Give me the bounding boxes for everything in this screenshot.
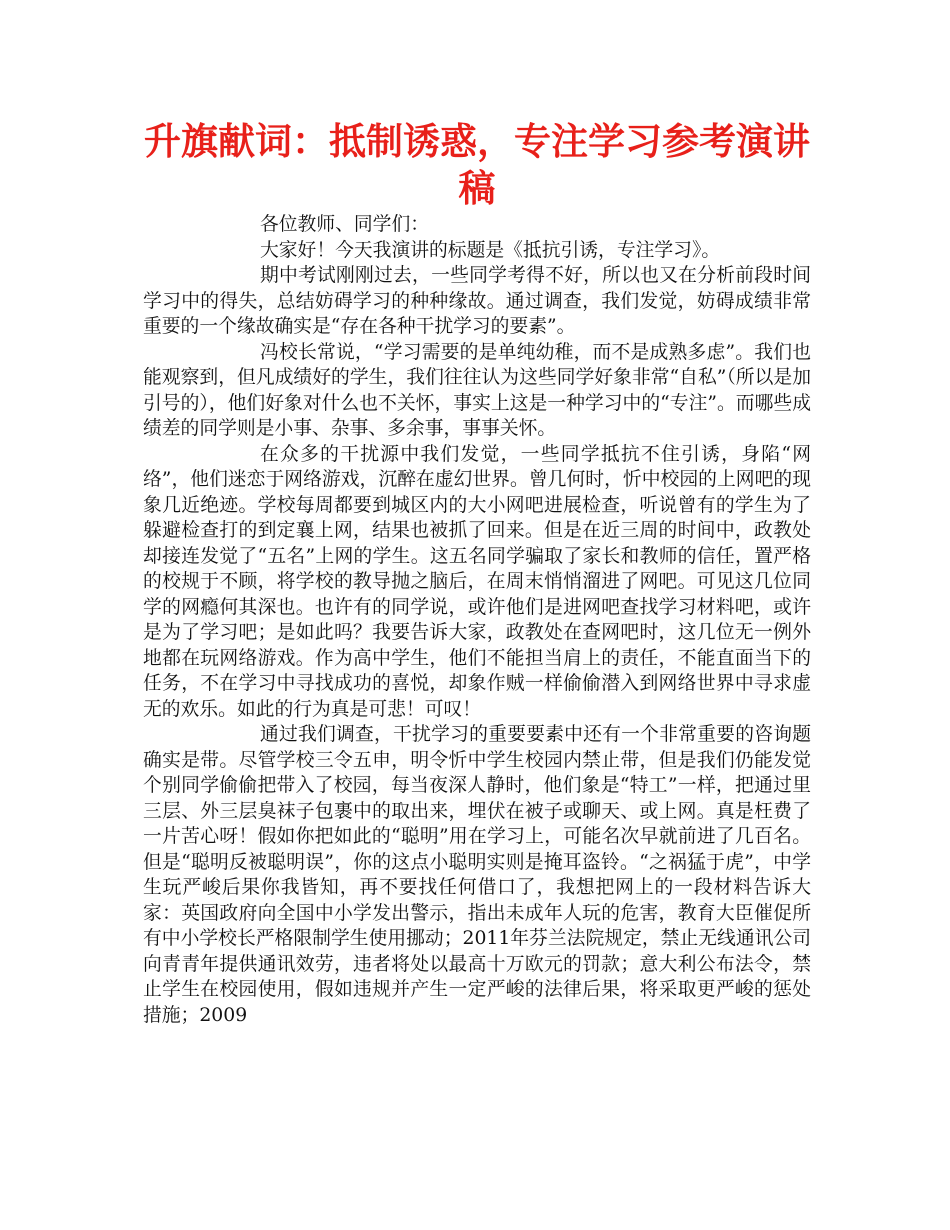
salutation: 各位教师、同学们： [260,214,430,235]
paragraph: 在众多的干扰源中我们发觉，一些同学抵抗不住引诱，身陷“网络”，他们迷恋于网络游戏，沉醉在虚幻世界。曾几何时，忻中校园的上网吧的现象几近绝迹。学校每周都要到城区内的大小网吧进展检查，听说曾有的学生为了躲避检查打的到定襄上网，结果也被抓了回来。但是在近三周的时间中，政教处却接连发觉了“五名”上网的学生。这五名同学骗取了家长和教师的信任，置严格的校规于不顾，将学校的教导抛之脑后，在周末悄悄溜进了网吧。可见这几位同学的网瘾何其深也。也许有的同学说，或许他们是进网吧查找学习材料吧，或许是为了学习吧；是如此吗？我要告诉大家，政教处在查网吧时，这几位无一例外地都在玩网络游戏。作为高中学生，他们不能担当肩上的责任，不能直面当下的任务，不在学习中寻找成功的喜悦，却象作贼一样偷偷潜入到网络世界中寻求虚无的欢乐。如此的行为真是可悲！可叹！ [143,443,811,720]
document-body [143,212,811,1028]
paragraph: 通过我们调查，干扰学习的重要要素中还有一个非常重要的咨询题确实是带。尽管学校三令五申，明令忻中学生校园内禁止带，但是我们仍能发觉个别同学偷偷把带入了校园，每当夜深人静时，他们象是“特工”一样，把通过里三层、外三层臭袜子包裹中的取出来，埋伏在被子或聊天、或上网。真是枉费了一片苦心呀！假如你把如此的“聪明”用在学习上，可能名次早就前进了几百名。但是“聪明反被聪明误”，你的这点小聪明实则是掩耳盗铃。“之祸猛于虎”，中学生玩严峻后果你我皆知，再不要找任何借口了，我想把网上的一段材料告诉大家：英国政府向全国中小学发出警示，指出未成年人玩的危害，教育大臣催促所有中小学校长严格限制学生使用挪动；2011年芬兰法院规定，禁止无线通讯公司向青青年提供通讯效劳，违者将处以最高十万欧元的罚款；意大利公布法令，禁止学生在校园使用，假如违规并产生一定严峻的法律后果，将采取更严峻的惩处措施；2009 [143,724,811,1026]
paragraph: 大家好！今天我演讲的标题是《抵抗引诱，专注学习》。 [260,239,721,261]
paragraph: 冯校长常说，“学习需要的是单纯幼稚，而不是成熟多虑”。我们也能观察到，但凡成绩好的学生，我们往往认为这些同学好象非常“自私”（所以是加引号的），他们好象对什么也不关怀，事实上这是一种学习中的“专注”。而哪些成绩差的同学则是小事、杂事、多余事，事事关怀。 [143,341,811,439]
paragraph: 期中考试刚刚过去，一些同学考得不好，所以也又在分析前段时间学习中的得失，总结妨碍学习的种种缘故。通过调查，我们发觉，妨碍成绩非常重要的一个缘故确实是“存在各种干扰学习的要素”。 [143,265,811,337]
document-page [143,118,811,1028]
document-title: 升旗献词：抵制诱惑，专注学习参考演讲稿 [144,120,810,210]
